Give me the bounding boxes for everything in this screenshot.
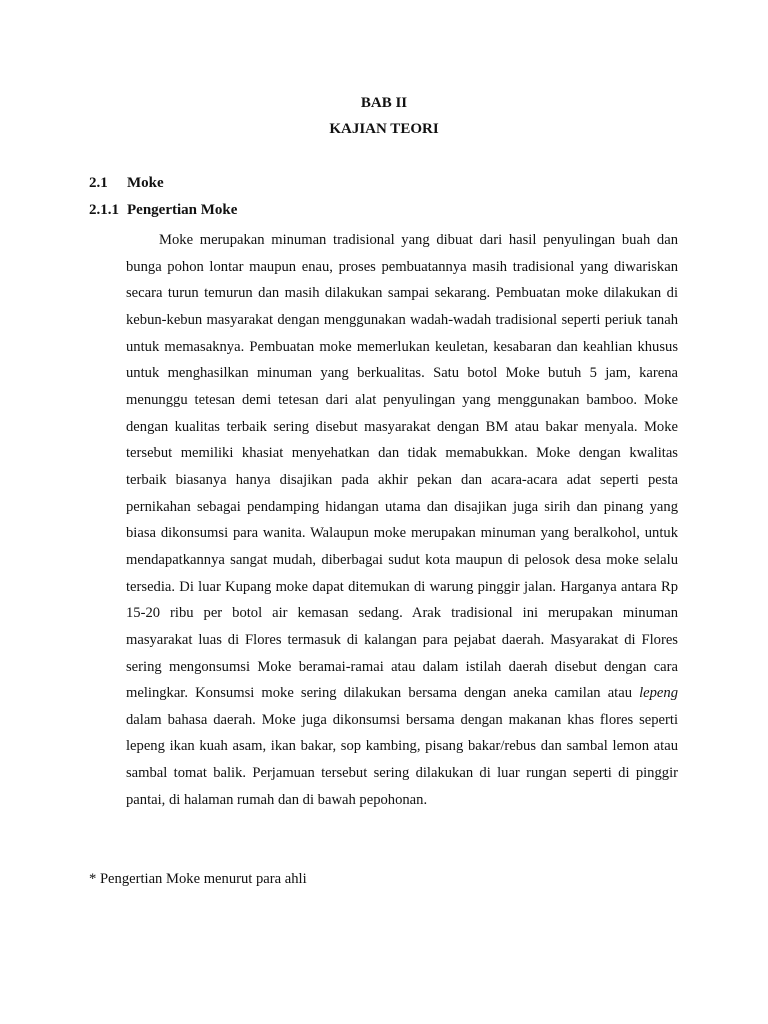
paragraph-italic-term: lepeng xyxy=(639,685,678,702)
section-title: Moke xyxy=(127,175,164,191)
subsection-number: 2.1.1 xyxy=(89,202,119,218)
footnote-text: * Pengertian Moke menurut para ahli xyxy=(89,871,307,887)
paragraph-text-part2: dalam bahasa daerah. Moke juga dikonsumsi bersama dengan makanan khas flores seperti lepeng ikan kuah asam, ikan bakar, sop kambing, pisang bakar/rebus dan sambal lemon atau sambal tomat balik. Perjamuan tersebut sering dilakukan di luar rungan seperti di pinggir pantai, di halaman rumah dan di bawah pepohonan. xyxy=(126,711,678,808)
section-heading xyxy=(89,174,164,192)
paragraph-text-part1: Moke merupakan minuman tradisional yang dibuat dari hasil penyulingan buah dan bunga pohon lontar maupun enau, proses pembuatannya masih tradisional yang diwariskan secara turun temurun dan masih dilakukan sampai sekarang. Pembuatan moke dilakukan di kebun-kebun masyarakat dengan menggunakan wadah-wadah tradisional seperti periuk tanah untuk memasaknya. Pembuatan moke memerlukan keuletan, kesabaran dan keahlian khusus untuk menghasilkan minuman yang berkualitas. Satu botol Moke butuh 5 jam, karena menunggu tetesan demi tetesan dari alat penyulingan yang menggunakan bamboo. Moke dengan kualitas terbaik sering disebut masyarakat dengan BM atau bakar menyala. Moke tersebut memiliki khasiat menyehatkan dan tidak memabukkan. Moke dengan kwalitas terbaik biasanya hanya disajikan pada akhir pekan dan acara-acara adat seperti pesta pernikahan sebagai pendamping hidangan utama dan disajikan juga sirih dan pinang yang biasa dikonsumsi para wanita. Walaupun moke merupakan minuman yang beralkohol, untuk mendapatkannya sangat mudah, diberbagai sudut kota maupun di pelosok desa moke selalu tersedia. Di luar Kupang moke dapat ditemukan di warung pinggir jalan. Harganya antara Rp 15-20 ribu per botol air kemasan sedang. Arak tradisional ini merupakan minuman masyarakat luas di Flores termasuk di kalangan para pejabat daerah. Masyarakat di Flores sering mengonsumsi Moke beramai-ramai atau dalam istilah daerah disebut dengan cara melingkar. Konsumsi moke sering dilakukan bersama dengan aneka camilan atau xyxy=(126,232,678,702)
chapter-title: KAJIAN TEORI xyxy=(329,121,439,137)
subsection-heading xyxy=(89,201,237,219)
subsection-title: Pengertian Moke xyxy=(127,202,238,218)
chapter-label: BAB II xyxy=(360,95,408,111)
section-number: 2.1 xyxy=(89,175,108,191)
body-paragraph xyxy=(126,227,678,813)
